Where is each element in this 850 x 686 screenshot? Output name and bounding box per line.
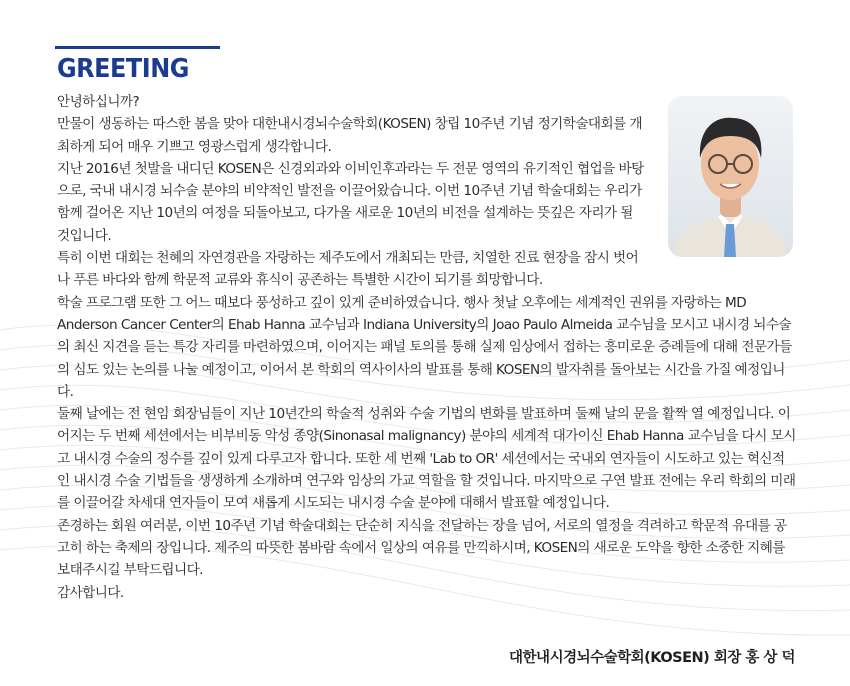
paragraph-history: 지난 2016년 첫발을 내디딘 KOSEN은 신경외과와 이비인후과라는 두 전문 영역의 유기적인 협업을 바탕으로, 국내 내시경 뇌수술 분야의 비약적인 발전을 이끌어왔습니다. 이번 10주년 기념 학술대회는 우리가 함께 걸어온 지난 10년의 여정을 되돌아보고, 다가올 새로운 10년의 비전을 설계하는 뜻깊은 자리가 될 것입니다.	[57, 160, 644, 244]
heading-accent-line	[55, 46, 220, 49]
paragraph-salutation: 안녕하십니까?	[57, 94, 140, 110]
signature: 대한내시경뇌수술학회(KOSEN) 회장 홍 상 덕	[509, 650, 795, 666]
paragraph-venue: 특히 이번 대회는 천혜의 자연경관을 자랑하는 제주도에서 개최되는 만큼, 치열한 진료 현장을 잠시 벗어나 푸른 바다와 함께 학문적 교류와 휴식이 공존하는 특별한 시간이 되기를 희망합니다.	[57, 250, 639, 289]
paragraph-thanks: 감사합니다.	[57, 584, 124, 601]
page-title: GREETING	[57, 54, 189, 84]
greeting-body	[57, 91, 797, 604]
paragraph-program-day2: 둘째 날에는 전 현임 회장님들이 지난 10년간의 학술적 성취와 수술 기법의 변화를 발표하며 둘째 날의 문을 활짝 열 예정입니다. 이어지는 두 번째 세션에서는 비부비동 악성 종양(Sinonasal malignancy) 분야의 세계적 대가이신 Ehab Hanna 교수님을 다시 모시고 내시경 수술의 정수를 깊이 있게 다루고자 합니다. 또한 세 번째 'Lab to OR' 세션에서는 국내외 연자들이 시도하고 있는 혁신적인 내시경 수술 기법들을 생생하게 소개하며 연구와 임상의 가교 역할을 할 것입니다. 마지막으로 구연 발표 전에는 우리 학회의 미래를 이끌어갈 차세대 연자들이 모여 새롭게 시도되는 내시경 수술 분야에 대해서 발표할 예정입니다.	[57, 406, 796, 512]
paragraph-closing: 존경하는 회원 여러분, 이번 10주년 기념 학술대회는 단순히 지식을 전달하는 장을 넘어, 서로의 열정을 격려하고 학문적 유대를 공고히 하는 축제의 장입니다. 제주의 따뜻한 봄바람 속에서 일상의 여유를 만끽하시며, KOSEN의 새로운 도약을 향한 소중한 지혜를 보태주시길 부탁드립니다.	[57, 517, 787, 579]
paragraph-program-day1: 학술 프로그램 또한 그 어느 때보다 풍성하고 깊이 있게 준비하였습니다. 행사 첫날 오후에는 세계적인 권위를 자랑하는 MD Anderson Cancer Center의 Ehab Hanna 교수님과 Indiana University의 Joao Paulo Almeida 교수님을 모시고 내시경 뇌수술의 최신 지견을 듣는 특강 자리를 마련하였으며, 이어지는 패널 토의를 통해 실제 임상에서 접하는 흥미로운 증례들에 대해 전문가들의 심도 있는 논의를 나눌 예정이고, 이어서 본 학회의 역사이사의 발표를 통해 KOSEN의 발자취를 돌아보는 시간을 가질 예정입니다.	[57, 294, 792, 400]
paragraph-intro: 만물이 생동하는 따스한 봄을 맞아 대한내시경뇌수술학회(KOSEN) 창립 10주년 기념 정기학술대회를 개최하게 되어 매우 기쁘고 영광스럽게 생각합니다.	[57, 116, 643, 155]
